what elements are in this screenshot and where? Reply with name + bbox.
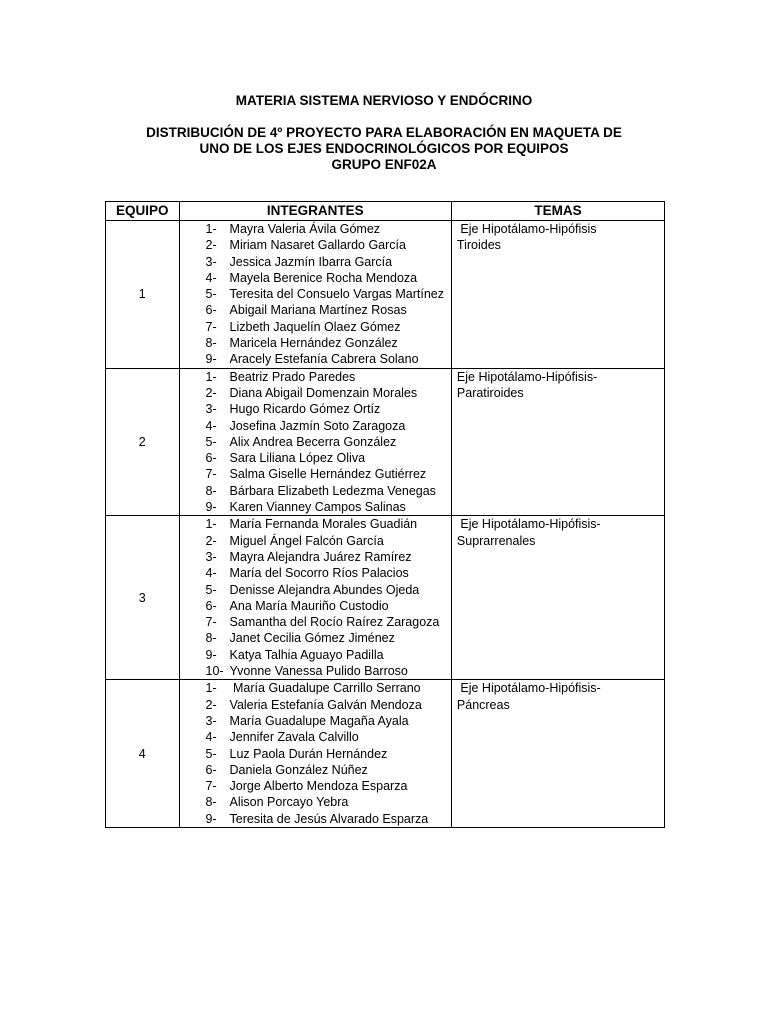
member-number: 7-	[205, 319, 217, 334]
list-item	[206, 369, 451, 385]
table-row	[106, 368, 665, 516]
member-number: 7-	[205, 467, 217, 482]
list-item	[206, 811, 451, 827]
member-name: Janet Cecilia Gómez Jiménez	[229, 631, 395, 646]
header-topics: TEMAS	[451, 202, 664, 221]
member-number: 8-	[205, 336, 217, 351]
table-row	[106, 221, 665, 369]
list-item	[206, 663, 451, 679]
member-name: Bárbara Elizabeth Ledezma Venegas	[229, 483, 436, 498]
project-title-line-2: UNO DE LOS EJES ENDOCRINOLÓGICOS POR EQUIPOS	[199, 141, 569, 156]
member-number: 3-	[205, 254, 217, 269]
member-name: Valeria Estefanía Galván Mendoza	[229, 697, 422, 712]
member-name: Diana Abigail Domenzain Morales	[229, 385, 418, 400]
list-item	[206, 319, 451, 335]
list-item	[206, 483, 451, 499]
member-number: 6-	[205, 598, 217, 613]
member-name: Ana María Mauriño Custodio	[229, 598, 389, 613]
member-name: Jorge Alberto Mendoza Esparza	[229, 779, 408, 794]
table-row	[106, 680, 665, 828]
member-number: 3-	[205, 402, 217, 417]
list-item	[206, 697, 451, 713]
list-item	[206, 713, 451, 729]
member-number: 8-	[205, 483, 217, 498]
member-name: Teresita de Jesús Alvarado Esparza	[229, 811, 429, 826]
list-item	[206, 270, 451, 286]
list-item	[206, 516, 451, 532]
topic-line-2: Paratiroides	[456, 385, 524, 400]
members-list	[180, 221, 451, 368]
member-name: María Guadalupe Carrillo Serrano	[229, 681, 421, 696]
list-item	[206, 499, 451, 515]
list-item	[206, 221, 451, 237]
header-team: EQUIPO	[106, 202, 180, 221]
members-cell	[179, 516, 451, 680]
member-name: Karen Vianney Campos Salinas	[229, 500, 406, 515]
member-name: María del Socorro Ríos Palacios	[229, 566, 409, 581]
member-name: Miguel Ángel Falcón García	[229, 533, 384, 548]
team-number: 3	[106, 516, 180, 680]
member-number: 8-	[205, 631, 217, 646]
member-number: 7-	[205, 615, 217, 630]
member-number: 7-	[205, 779, 217, 794]
member-name: Mayra Valeria Ávila Gómez	[229, 222, 381, 236]
list-item	[206, 762, 451, 778]
member-name: María Fernanda Morales Guadián	[229, 517, 418, 532]
topic-line-2: Tiroides	[456, 238, 501, 253]
team-number: 4	[106, 680, 180, 828]
list-item	[206, 335, 451, 351]
member-name: Hugo Ricardo Gómez Ortíz	[229, 402, 381, 417]
member-name: Daniela González Núñez	[229, 762, 368, 777]
topic-line-2: Páncreas	[456, 697, 510, 712]
list-item	[206, 302, 451, 318]
list-item	[206, 630, 451, 646]
project-title-line-1: DISTRIBUCIÓN DE 4º PROYECTO PARA ELABORACIÓN EN MAQUETA DE	[146, 125, 622, 140]
member-number: 2-	[205, 533, 217, 548]
member-name: Lizbeth Jaquelín Olaez Gómez	[229, 319, 401, 334]
member-name: Beatriz Prado Paredes	[229, 369, 356, 384]
member-number: 4-	[205, 730, 217, 745]
list-item	[206, 418, 451, 434]
topic-cell	[451, 368, 664, 516]
team-distribution-table	[105, 201, 665, 828]
topic-cell	[451, 221, 664, 369]
header-members: INTEGRANTES	[179, 202, 451, 221]
list-item	[206, 614, 451, 630]
list-item	[206, 237, 451, 253]
member-name: Jennifer Zavala Calvillo	[229, 730, 359, 745]
list-item	[206, 466, 451, 482]
members-list	[180, 369, 451, 516]
members-cell	[179, 368, 451, 516]
list-item	[206, 746, 451, 762]
member-name: Yvonne Vanessa Pulido Barroso	[229, 664, 408, 679]
topic-cell	[451, 516, 664, 680]
member-number: 5-	[205, 287, 217, 302]
list-item	[206, 647, 451, 663]
list-item	[206, 778, 451, 794]
member-name: Aracely Estefanía Cabrera Solano	[229, 352, 419, 367]
member-number: 6-	[205, 303, 217, 318]
member-name: Josefina Jazmín Soto Zaragoza	[229, 418, 406, 433]
member-name: Katya Talhia Aguayo Padilla	[229, 647, 384, 662]
list-item	[206, 434, 451, 450]
member-number: 6-	[205, 762, 217, 777]
member-number: 2-	[205, 697, 217, 712]
list-item	[206, 351, 451, 367]
topic-line-1: Eje Hipotálamo-Hipófisis	[456, 222, 597, 236]
topic-line-1: Eje Hipotálamo-Hipófisis-	[456, 681, 601, 696]
list-item	[206, 254, 451, 270]
member-name: Alix Andrea Becerra González	[229, 434, 397, 449]
table-row	[106, 516, 665, 680]
member-name: Abigail Mariana Martínez Rosas	[229, 303, 407, 318]
subject-title: MATERIA SISTEMA NERVIOSO Y ENDÓCRINO	[235, 93, 533, 108]
member-number: 9-	[205, 647, 217, 662]
topic-line-2: Suprarrenales	[456, 533, 536, 548]
member-number: 2-	[205, 238, 217, 253]
topic-line-1: Eje Hipotálamo-Hipófisis-	[456, 369, 598, 384]
list-item	[206, 565, 451, 581]
member-name: Alison Porcayo Yebra	[229, 795, 349, 810]
member-number: 4-	[205, 418, 217, 433]
topic-line-1: Eje Hipotálamo-Hipófisis-	[456, 517, 601, 532]
member-name: Mayra Alejandra Juárez Ramírez	[229, 549, 412, 564]
list-item	[206, 598, 451, 614]
member-number: 1-	[205, 222, 217, 236]
member-number: 5-	[205, 746, 217, 761]
members-list	[180, 680, 451, 827]
member-name: Maricela Hernández González	[229, 336, 398, 351]
member-name: María Guadalupe Magaña Ayala	[229, 713, 409, 728]
member-name: Sara Liliana López Oliva	[229, 451, 366, 466]
member-name: Miriam Nasaret Gallardo García	[229, 238, 406, 253]
list-item	[206, 385, 451, 401]
member-name: Luz Paola Durán Hernández	[229, 746, 388, 761]
member-number: 4-	[205, 566, 217, 581]
list-item	[206, 549, 451, 565]
group-title: GRUPO ENF02A	[331, 157, 437, 172]
member-number: 3-	[205, 713, 217, 728]
list-item	[206, 680, 451, 696]
members-cell	[179, 221, 451, 369]
member-name: Samantha del Rocío Raírez Zaragoza	[229, 615, 440, 630]
topic-cell	[451, 680, 664, 828]
list-item	[206, 450, 451, 466]
member-number: 5-	[205, 582, 217, 597]
team-number: 2	[106, 368, 180, 516]
member-number: 1-	[205, 369, 217, 384]
table-header-row	[106, 202, 665, 221]
member-number: 8-	[205, 795, 217, 810]
list-item	[206, 286, 451, 302]
member-number: 9-	[205, 352, 217, 367]
member-number: 6-	[205, 451, 217, 466]
list-item	[206, 401, 451, 417]
member-name: Denisse Alejandra Abundes Ojeda	[229, 582, 420, 597]
members-cell	[179, 680, 451, 828]
member-number: 1-	[205, 681, 217, 696]
members-list	[180, 516, 451, 679]
list-item	[206, 582, 451, 598]
member-number: 5-	[205, 434, 217, 449]
member-name: Jessica Jazmín Ibarra García	[229, 254, 393, 269]
table-body	[106, 221, 665, 828]
member-name: Mayela Berenice Rocha Mendoza	[229, 270, 418, 285]
member-number: 1-	[205, 517, 217, 532]
member-number: 4-	[205, 270, 217, 285]
list-item	[206, 794, 451, 810]
member-number: 9-	[205, 500, 217, 515]
member-number: 3-	[205, 549, 217, 564]
member-number: 9-	[205, 811, 217, 826]
list-item	[206, 729, 451, 745]
member-number: 10-	[205, 664, 224, 679]
list-item	[206, 533, 451, 549]
member-name: Salma Giselle Hernández Gutiérrez	[229, 467, 427, 482]
member-name: Teresita del Consuelo Vargas Martínez	[229, 287, 444, 302]
team-number: 1	[106, 221, 180, 369]
member-number: 2-	[205, 385, 217, 400]
